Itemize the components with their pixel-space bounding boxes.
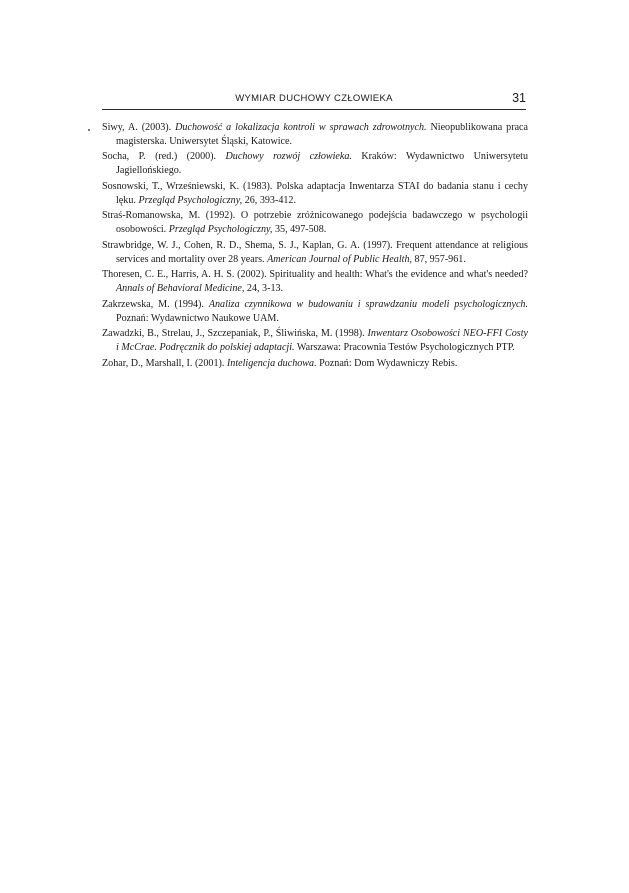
reference-source: Annals of Behavioral Medicine, [116, 283, 245, 295]
reference-details: Poznań: Wydawnictwo Naukowe UAM. [116, 312, 279, 324]
reference-details: 24, 3-13. [244, 283, 284, 295]
reference-item [102, 327, 528, 354]
reference-source: Inteligencja duchowa. [226, 357, 317, 369]
reference-source: Przegląd Psychologiczny, [168, 224, 273, 236]
reference-text: Zohar, D., Marshall, I. (2001). [102, 357, 227, 369]
reference-details: Poznań: Dom Wydawniczy Rebis. [316, 357, 458, 369]
reference-list [102, 121, 528, 373]
reference-item [102, 150, 528, 177]
reference-details: 35, 497-508. [272, 224, 327, 236]
reference-details: 26, 393-412. [242, 194, 297, 206]
reference-source: Przegląd Psychologiczny, [138, 194, 243, 206]
reference-text: Straś-Romanowska, M. (1992). O potrzebie zróżnicowanego podejścia badawczego w psychologii osobowości. [102, 210, 528, 236]
reference-source: Duchowość a lokalizacja kontroli w sprawach zdrowotnych. [175, 122, 427, 133]
reference-text: Strawbridge, W. J., Cohen, R. D., Shema, S. J., Kaplan, G. A. (1997). Frequent attendance at religious services and mortality over 28 years. [102, 239, 528, 265]
reference-details: Warszawa: Pracownia Testów Psychologicznych PTP. [294, 341, 515, 353]
reference-text: Thoresen, C. E., Harris, A. H. S. (2002). Spirituality and health: What's the evidence and what's needed? [102, 269, 528, 281]
reference-item [102, 357, 528, 371]
reference-source: Duchowy rozwój człowieka. [225, 151, 352, 163]
reference-source: American Journal of Public Health, [267, 253, 413, 265]
reference-item [102, 180, 528, 207]
reference-details: Kraków: Wydawnictwo Uniwersytetu Jagiellońskiego. [116, 151, 529, 177]
page-header [102, 92, 526, 110]
reference-source: Analiza czynnikowa w budowaniu i sprawdzaniu modeli psychologicznych. [208, 298, 528, 310]
reference-source: Inwentarz Osobowości NEO-FFI Costy i McCrae. Podręcznik do polskiej adaptacji. [116, 328, 528, 353]
reference-item [102, 298, 528, 325]
reference-text: Zakrzewska, M. (1994). [102, 298, 209, 310]
reference-item [102, 268, 528, 295]
page-number: 31 [512, 91, 526, 105]
reference-text: Socha, P. (red.) (2000). [102, 151, 226, 163]
reference-item [102, 209, 528, 236]
reference-item [102, 121, 528, 148]
running-title: WYMIAR DUCHOWY CZŁOWIEKA [235, 93, 393, 104]
reference-details: 87, 957-961. [412, 253, 466, 265]
reference-text: Sosnowski, T., Wrześniewski, K. (1983). Polska adaptacja Inwentarza STAI do badania stanu i cechy lęku. [102, 180, 528, 206]
reference-text: Siwy, A. (2003). [102, 122, 176, 133]
reference-details: Nieopublikowana praca magisterska. Uniwersytet Śląski, Katowice. [116, 122, 529, 147]
reference-text: Zawadzki, B., Strelau, J., Szczepaniak, P., Śliwińska, M. (1998). [102, 328, 368, 340]
reference-item [102, 239, 528, 266]
scan-speck [88, 129, 90, 131]
